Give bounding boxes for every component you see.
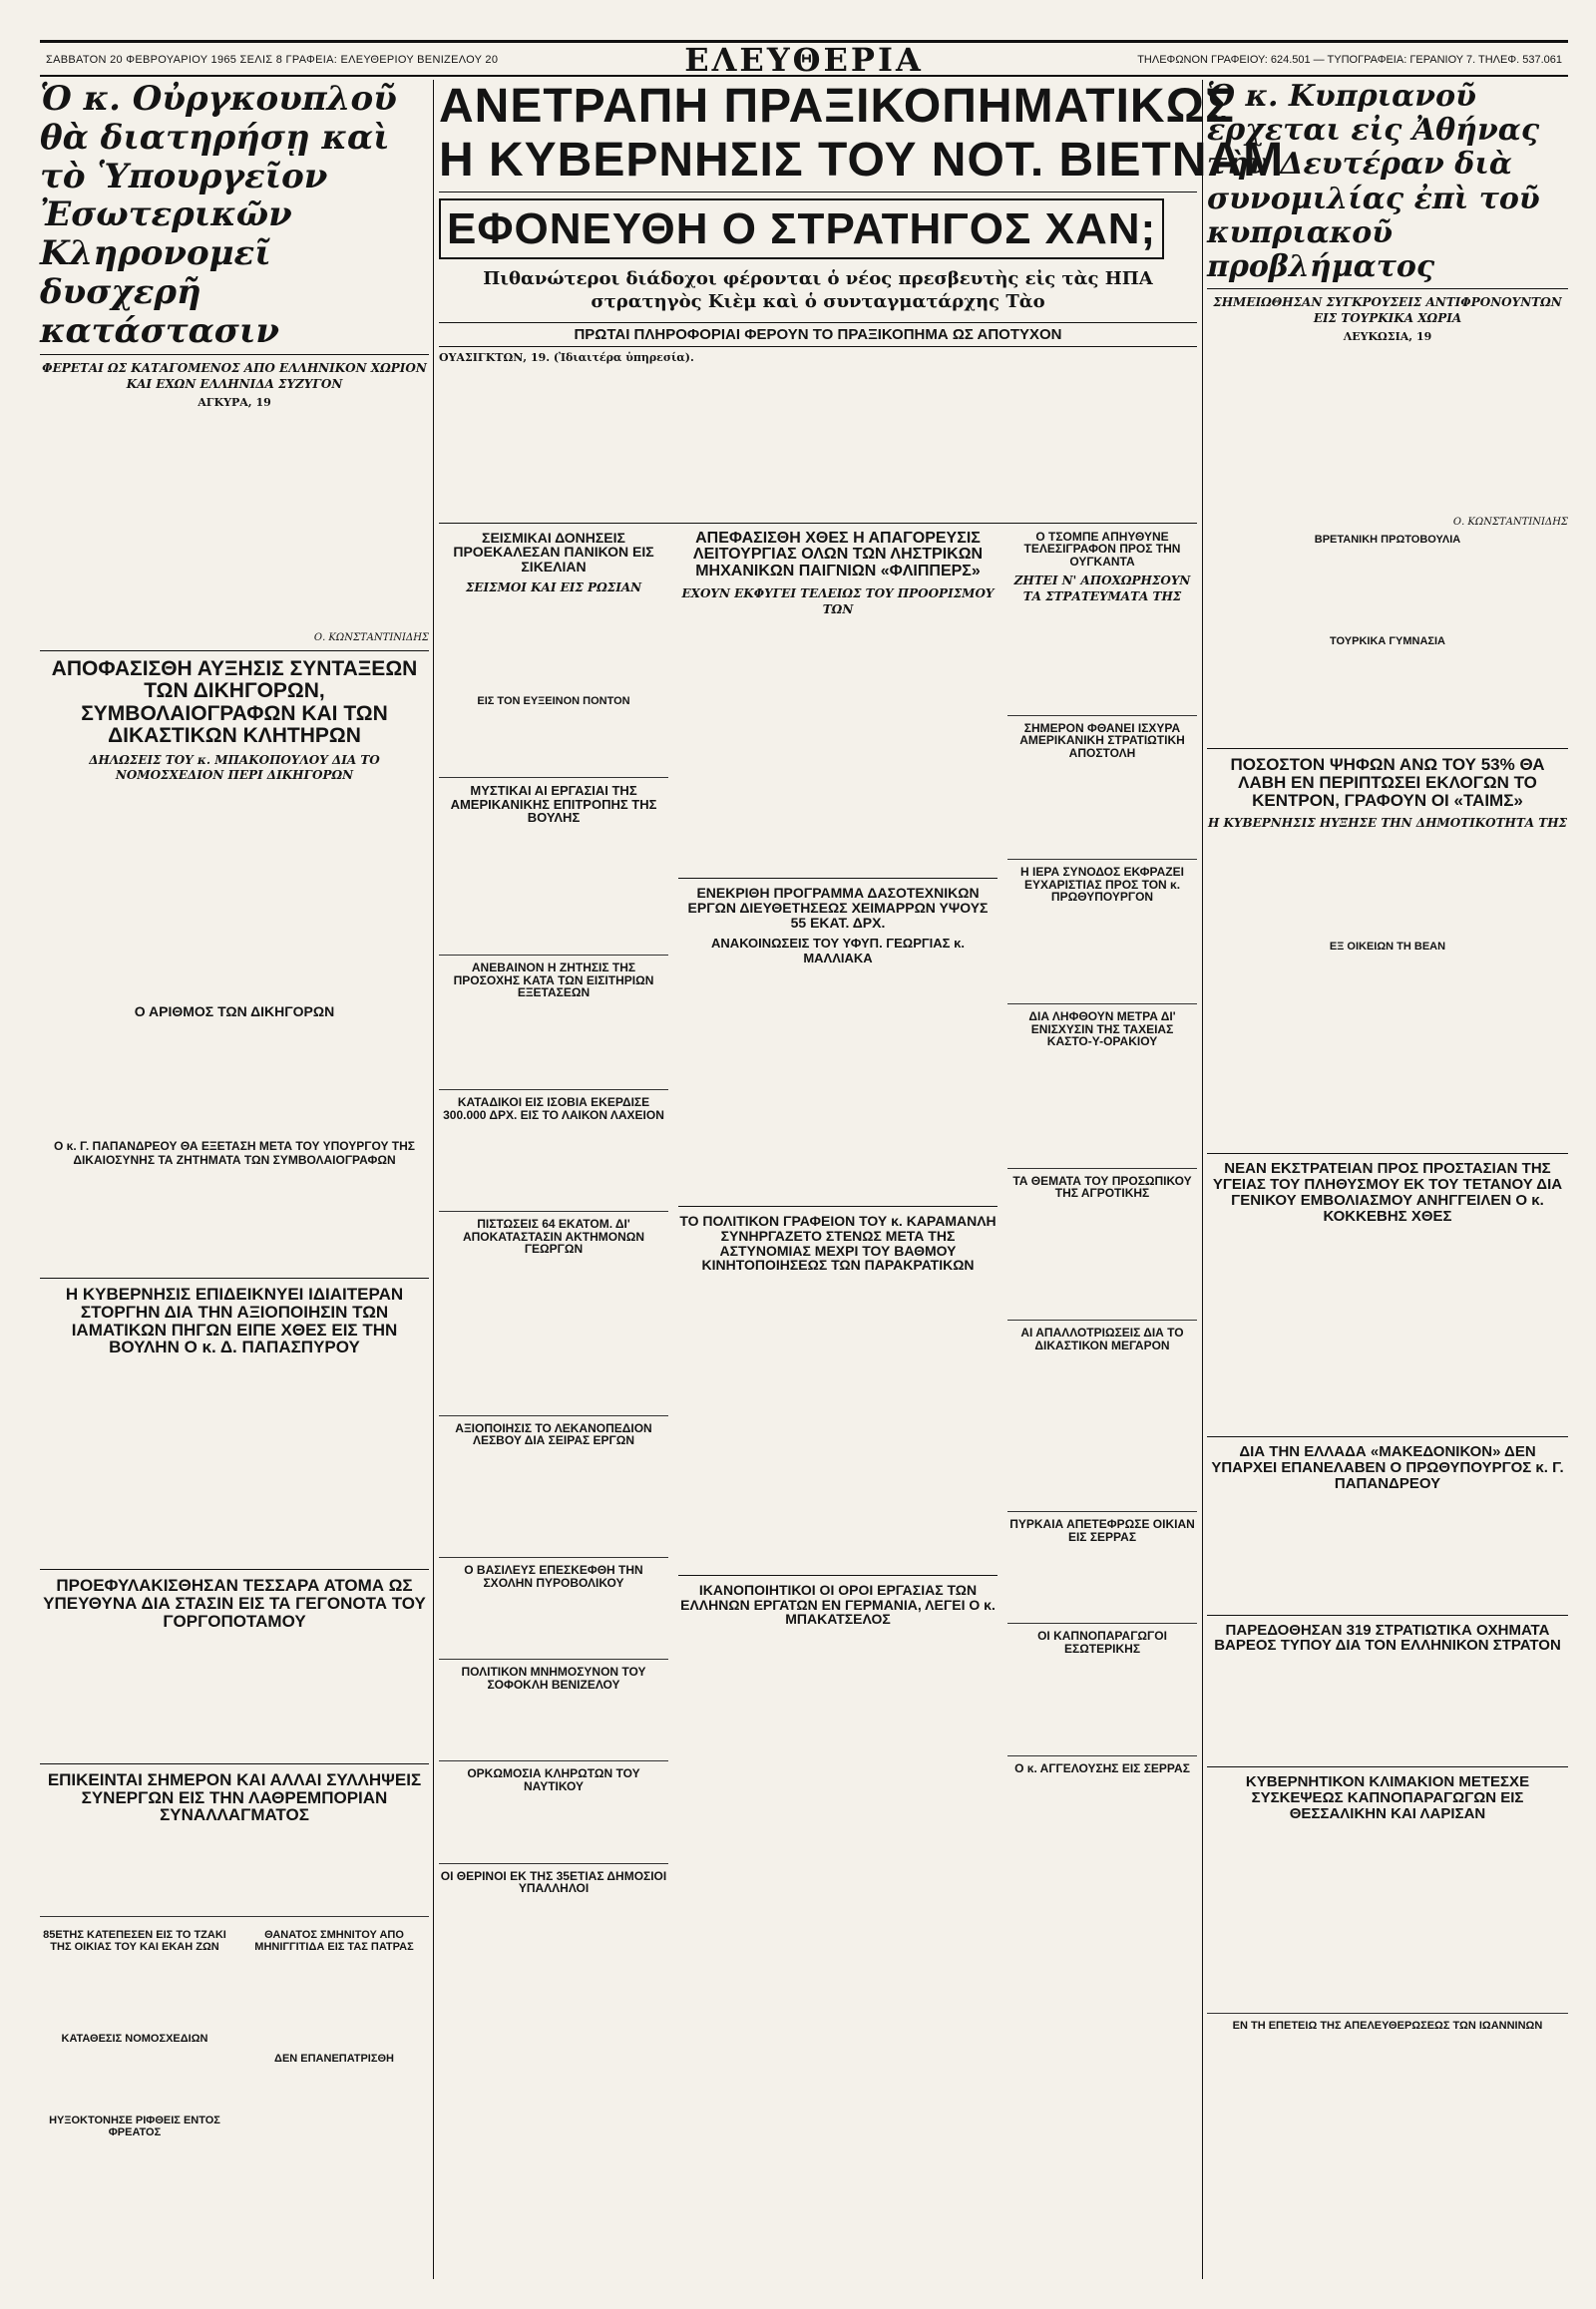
subhead: ΕΙΣ ΤΟΝ ΕΥΞΕΙΝΟΝ ΠΟΝΤΟΝ bbox=[477, 695, 630, 708]
article-body bbox=[40, 1830, 429, 1910]
center-subcolumn-a bbox=[439, 531, 668, 2019]
article-body bbox=[40, 788, 429, 997]
short-headline: ΚΑΤΑΘΕΣΙΣ ΝΟΜΟΣΧΕΔΙΩΝ bbox=[61, 2033, 208, 2046]
newspaper-title: ΕΛΕΥΘΕΡΙΑ bbox=[684, 41, 924, 79]
headline-flippers: ΑΠΕΦΑΣΙΣΘΗ ΧΘΕΣ Η ΑΠΑΓΟΡΕΥΣΙΣ ΛΕΙΤΟΥΡΓΙΑΣ ΟΛΩΝ ΤΩΝ ΛΗΣΤΡΙΚΩΝ ΜΗΧΑΝΙΚΩΝ ΠΑΙΓΝΙΩΝ «ΦΛΙΠΠΕΡΣ» bbox=[692, 529, 984, 580]
headline-fire: ΠΥΡΚΑΙΑ ΑΠΕΤΕΦΡΩΣΕ ΟΙΚΙΑΝ ΕΙΣ ΣΕΡΡΑΣ bbox=[1009, 1517, 1195, 1544]
article-body bbox=[1207, 835, 1568, 935]
subhead: ΒΡΕΤΑΝΙΚΗ ΠΡΩΤΟΒΟΥΛΙΑ bbox=[1314, 534, 1461, 547]
article-body bbox=[439, 366, 1197, 516]
banner-headline-1: ΑΝΕΤΡΑΠΗ ΠΡΑΞΙΚΟΠΗΜΑΤΙΚΩΣ bbox=[439, 80, 1235, 133]
lead-kicker-left: ΦΕΡΕΤΑΙ ΩΣ ΚΑΤΑΓΟΜΕΝΟΣ ΑΠΟ ΕΛΛΗΝΙΚΟΝ ΧΩΡΙΟΝ ΚΑΙ ΕΧΩΝ ΕΛΛΗΝΙΔΑ ΣΥΖΥΓΟΝ bbox=[42, 361, 427, 391]
lead-kicker-right: ΣΗΜΕΙΩΘΗΣΑΝ ΣΥΓΚΡΟΥΣΕΙΣ ΑΝΤΙΦΡΟΝΟΥΝΤΩΝ ΕΙΣ ΤΟΥΡΚΙΚΑ ΧΩΡΙΑ bbox=[1213, 295, 1562, 325]
article-body bbox=[1207, 651, 1568, 741]
article-body bbox=[1207, 957, 1568, 1146]
banner-headline-2: Η ΚΥΒΕΡΝΗΣΙΣ ΤΟΥ ΝΟΤ. ΒΙΕΤΝΑΜ bbox=[439, 133, 1285, 187]
byline: Ο. ΚΩΝΣΤΑΝΤΙΝΙΔΗΣ bbox=[1452, 517, 1568, 529]
article-body bbox=[1007, 908, 1197, 997]
subhead: ΕΝ ΤΗ ΕΠΕΤΕΙΩ ΤΗΣ ΑΠΕΛΕΥΘΕΡΩΣΕΩΣ ΤΩΝ ΙΩΑΝΝΙΝΩΝ bbox=[1232, 2020, 1543, 2033]
article-body bbox=[40, 2049, 229, 2109]
article-body bbox=[1207, 2036, 1568, 2125]
headline-credits: ΠΙΣΤΩΣΕΙΣ 64 ΕΚΑΤΟΜ. ΔΙ' ΑΠΟΚΑΤΑΣΤΑΣΙΝ ΑΚΤΗΜΟΝΩΝ ΓΕΩΡΓΩΝ bbox=[462, 1217, 645, 1257]
short-item bbox=[239, 1923, 429, 2182]
short-headline: ΗΥΞΟΚΤΟΝΗΣΕ ΡΙΦΘΕΙΣ ΕΝΤΟΣ ΦΡΕΑΤΟΣ bbox=[49, 2115, 220, 2139]
article-body bbox=[678, 1633, 998, 1922]
center-grid bbox=[439, 531, 1197, 2019]
subhead: Ο ΑΡΙΘΜΟΣ ΤΩΝ ΔΙΚΗΓΟΡΩΝ bbox=[134, 1002, 335, 1019]
headline-karamanlis: ΤΟ ΠΟΛΙΤΙΚΟΝ ΓΡΑΦΕΙΟΝ ΤΟΥ κ. ΚΑΡΑΜΑΝΛΗ ΣΥΝΗΡΓΑΖΕΤΟ ΣΤΕΝΩΣ ΜΕΤΑ ΤΗΣ ΑΣΤΥΝΟΜΙΑΣ ΜΕΧΡΙ ΤΟΥ ΒΑΘΜΟΥ ΚΙΝΗΤΟΠΟΙΗΣΕΩΣ ΤΩΝ ΠΑΡΑΚΡΑΤΙΚΩΝ bbox=[679, 1213, 997, 1274]
headline-synod: Η ΙΕΡΑ ΣΥΝΟΔΟΣ ΕΚΦΡΑΖΕΙ ΕΥΧΑΡΙΣΤΙΑΣ ΠΡΟΣ ΤΟΝ κ. ΠΡΩΘΥΠΟΥΡΓΟΝ bbox=[1020, 865, 1184, 905]
article-body bbox=[40, 1171, 429, 1271]
headline-gorgopotamos: ΠΡΟΕΦΥΛΑΚΙΣΘΗΣΑΝ ΤΕΣΣΑΡΑ ΑΤΟΜΑ ΩΣ ΥΠΕΥΘΥΝΑ ΔΙΑ ΣΤΑΣΙΝ ΕΙΣ ΤΑ ΓΕΓΟΝΟΤΑ ΤΟΥ ΓΟΡΓΟΠΟΤΑΜΟΥ bbox=[43, 1576, 426, 1631]
article-body bbox=[40, 1637, 429, 1756]
headline-arrests: ΕΠΙΚΕΙΝΤΑΙ ΣΗΜΕΡΟΝ ΚΑΙ ΑΛΛΑΙ ΣΥΛΛΗΨΕΙΣ ΣΥΝΕΡΓΩΝ ΕΙΣ ΤΗΝ ΛΑΘΡΕΜΠΟΡΙΑΝ ΣΥΝΑΛΛΑΓΜΑΤΟΣ bbox=[47, 1769, 422, 1825]
article-body bbox=[439, 1260, 668, 1409]
headline-mission: ΣΗΜΕΡΟΝ ΦΘΑΝΕΙ ΙΣΧΥΡΑ ΑΜΕΡΙΚΑΝΙΚΗ ΣΤΡΑΤΙΩΤΙΚΗ ΑΠΟΣΤΟΛΗ bbox=[1019, 720, 1185, 760]
article-body bbox=[1207, 1827, 1568, 2007]
headline-tobacco: ΟΙ ΚΑΠΝΟΠΑΡΑΓΩΓΟΙ ΕΣΩΤΕΡΙΚΗΣ bbox=[1037, 1629, 1167, 1657]
short-headline: 85ΕΤΗΣ ΚΑΤΕΠΕΣΕΝ ΕΙΣ ΤΟ ΤΖΑΚΙ ΤΗΣ ΟΙΚΙΑΣ ΤΟΥ ΚΑΙ ΕΚΑΗ ΖΩΝ bbox=[43, 1929, 226, 1954]
article-body bbox=[1007, 1052, 1197, 1162]
headline-times-poll: ΠΟΣΟΣΤΟΝ ΨΗΦΩΝ ΑΝΩ ΤΟΥ 53% ΘΑ ΛΑΒΗ ΕΝ ΠΕΡΙΠΤΩΣΕΙ ΕΚΛΟΓΩΝ ΤΟ ΚΕΝΤΡΟΝ, ΓΡΑΦΟΥΝ ΟΙ «ΤΑΙΜΣ» bbox=[1230, 755, 1545, 810]
banner-kicker: Πιθανώτεροι διάδοχοι φέρονται ὁ νέος πρεσβευτὴς εἰς τὰς ΗΠΑ στρατηγὸς Κιὲμ καὶ ὁ συνταγματάρχης Τὰο bbox=[483, 267, 1153, 313]
lead-headline-right: Ὁ κ. Κυπριανοῦ ἔρχεται εἰς Ἀθήνας τὴν Δευτέραν διὰ συνομιλίας ἐπὶ τοῦ κυπριακοῦ προβλήματος bbox=[1207, 79, 1540, 284]
article-body bbox=[439, 1899, 668, 2019]
headline-artillery: Ο ΒΑΣΙΛΕΥΣ ΕΠΕΣΚΕΦΘΗ ΤΗΝ ΣΧΟΛΗΝ ΠΥΡΟΒΟΛΙΚΟΥ bbox=[464, 1563, 643, 1590]
subhead: ΑΝΑΚΟΙΝΩΣΕΙΣ ΤΟΥ ΥΦΥΠ. ΓΕΩΡΓΙΑΣ κ. ΜΑΛΛΙΑΚΑ bbox=[711, 936, 965, 966]
headline-lesvos: ΑΞΙΟΠΟΙΗΣΙΣ ΤΟ ΛΕΚΑΝΟΠΕΔΙΟΝ ΛΕΣΒΟΥ ΔΙΑ ΣΕΙΡΑΣ ΕΡΓΩΝ bbox=[455, 1420, 652, 1448]
dateline: ΑΓΚΥΡΑ, 19 bbox=[198, 396, 271, 410]
headline-uganda: Ο ΤΣΟΜΠΕ ΑΠΗΥΘΥΝΕ ΤΕΛΕΣΙΓΡΑΦΟΝ ΠΡΟΣ ΤΗΝ ΟΥΓΚΑΝΤΑ bbox=[1023, 529, 1181, 569]
headline-kastoria: ΔΙΑ ΛΗΦΘΟΥΝ ΜΕΤΡΑ ΔΙ' ΕΝΙΣΧΥΣΙΝ ΤΗΣ ΤΑΧΕΙΑΣ ΚΑΣΤΟ-Υ-ΟΡΑΚΙΟΥ bbox=[1028, 1009, 1176, 1049]
article-body bbox=[1207, 1230, 1568, 1429]
headline-agricultural: ΤΑ ΘΕΜΑΤΑ ΤΟΥ ΠΡΟΣΩΠΙΚΟΥ ΤΗΣ ΑΓΡΟΤΙΚΗΣ bbox=[1012, 1173, 1192, 1201]
kicker: ΕΧΟΥΝ ΕΚΦΥΓΕΙ ΤΕΛΕΙΩΣ ΤΟΥ ΠΡΟΟΡΙΣΜΟΥ ΤΩΝ bbox=[681, 585, 995, 616]
subhead: ΤΟΥΡΚΙΚΑ ΓΥΜΝΑΣΙΑ bbox=[1330, 635, 1445, 648]
headline-torrents: ΕΝΕΚΡΙΘΗ ΠΡΟΓΡΑΜΜΑ ΔΑΣΟΤΕΧΝΙΚΩΝ ΕΡΓΩΝ ΔΙΕΥΘΕΤΗΣΕΩΣ ΧΕΙΜΑΡΡΩΝ ΥΨΟΥΣ 55 ΕΚΑΤ. ΔΡΧ. bbox=[687, 885, 989, 931]
headline-germany: ΙΚΑΝΟΠΟΙΗΤΙΚΟΙ ΟΙ ΟΡΟΙ ΕΡΓΑΣΙΑΣ ΤΩΝ ΕΛΛΗΝΩΝ ΕΡΓΑΤΩΝ ΕΝ ΓΕΡΜΑΝΙΑ, ΛΕΓΕΙ Ο κ. ΜΠΑΚΑΤΣΕΛΟΣ bbox=[680, 1581, 996, 1628]
article-body bbox=[1207, 1660, 1568, 1759]
headline-exams: ΑΝΕΒΑΙΝΟΝ Η ΖΗΤΗΣΙΣ ΤΗΣ ΠΡΟΣΟΧΗΣ ΚΑΤΑ ΤΩΝ ΕΙΣΙΤΗΡΙΩΝ ΕΞΕΤΑΣΕΩΝ bbox=[453, 961, 654, 1000]
article-body bbox=[439, 1593, 668, 1653]
article-body bbox=[439, 1451, 668, 1551]
banner-headline-3: ΕΦΟΝΕΥΘΗ Ο ΣΤΡΑΤΗΓΟΣ ΧΑΝ; bbox=[439, 198, 1164, 259]
headline-navy: ΟΡΚΩΜΟΣΙΑ ΚΛΗΡΩΤΩΝ ΤΟΥ ΝΑΥΤΙΚΟΥ bbox=[467, 1766, 640, 1794]
center-column bbox=[439, 80, 1285, 2279]
short-headline: ΔΕΝ ΕΠΑΝΕΠΑΤΡΙΣΘΗ bbox=[274, 2053, 394, 2066]
headline-lottery: ΚΑΤΑΔΙΚΟΙ ΕΙΣ ΙΣΟΒΙΑ ΕΚΕΡΔΙΣΕ 300.000 ΔΡΧ. ΕΙΣ ΤΟ ΛΑΙΚΟΝ ΛΑΧΕΙΟΝ bbox=[443, 1094, 664, 1122]
dateline: ΟΥΑΣΙΓΚΤΩΝ, 19. (Ἰδιαιτέρα ὑπηρεσία). bbox=[439, 350, 694, 364]
article-body bbox=[439, 1797, 668, 1857]
article-body bbox=[40, 1023, 429, 1133]
article-body bbox=[40, 411, 429, 630]
article-body bbox=[439, 829, 668, 949]
left-column bbox=[40, 80, 429, 2279]
masthead-dateline: ΣΑΒΒΑΤΟΝ 20 ΦΕΒΡΟΥΑΡΙΟΥ 1965 ΣΕΛΙΣ 8 ΓΡΑΦΕΙΑ: ΕΛΕΥΘΕΡΙΟΥ ΒΕΝΙΖΕΛΟΥ 20 bbox=[46, 54, 499, 66]
article-body bbox=[1207, 550, 1568, 629]
article-body bbox=[40, 2142, 229, 2182]
kicker: ΖΗΤΕΙ Ν' ΑΠΟΧΩΡΗΣΟΥΝ ΤΑ ΣΤΡΑΤΕΥΜΑΤΑ ΤΗΣ bbox=[1013, 574, 1191, 603]
kicker: ΣΕΙΣΜΟΙ ΚΑΙ ΕΙΣ ΡΩΣΙΑΝ bbox=[465, 579, 642, 594]
headline-vehicles: ΠΑΡΕΔΟΘΗΣΑΝ 319 ΣΤΡΑΤΙΩΤΙΚΑ ΟΧΗΜΑΤΑ ΒΑΡΕΟΣ ΤΥΠΟΥ ΔΙΑ ΤΟΝ ΕΛΛΗΝΙΚΟΝ ΣΤΡΑΤΟΝ bbox=[1214, 1621, 1561, 1655]
article-body bbox=[239, 2069, 429, 2128]
article-body bbox=[678, 621, 998, 871]
short-headline: ΘΑΝΑΤΟΣ ΣΜΗΝΙΤΟΥ ΑΠΟ ΜΗΝΙΓΓΙΤΙΔΑ ΕΙΣ ΤΑΣ ΠΑΤΡΑΣ bbox=[254, 1929, 414, 1954]
article-body bbox=[1007, 1547, 1197, 1617]
center-subcolumn-b bbox=[678, 531, 998, 2019]
headline-springs: Η ΚΥΒΕΡΝΗΣΙΣ ΕΠΙΔΕΙΚΝΥΕΙ ΙΔΙΑΙΤΕΡΑΝ ΣΤΟΡΓΗΝ ΔΙΑ ΤΗΝ ΑΞΙΟΠΟΙΗΣΙΝ ΤΩΝ ΙΑΜΑΤΙΚΩΝ ΠΗΓΩΝ ΕΙΠΕ ΧΘΕΣ ΕΙΣ ΤΗΝ ΒΟΥΛΗΝ Ο κ. Δ. ΠΑΠΑΣΠΥΡΟΥ bbox=[65, 1284, 404, 1357]
article-body bbox=[40, 1957, 229, 2027]
banner-row bbox=[439, 198, 1197, 259]
subhead: Ο κ. Γ. ΠΑΠΑΝΔΡΕΟΥ ΘΑ ΕΞΕΤΑΣΗ ΜΕΤΑ ΤΟΥ ΥΠΟΥΡΓΟΥ ΤΗΣ ΔΙΚΑΙΟΣΥΝΗΣ ΤΑ ΖΗΤΗΜΑΤΑ ΤΩΝ ΣΥΜΒΟΛΑΙΟΓΡΑΦΩΝ bbox=[53, 1138, 416, 1167]
article-body bbox=[1007, 1778, 1197, 1868]
kicker: Η ΚΥΒΕΡΝΗΣΙΣ ΗΥΞΗΣΕ ΤΗΝ ΔΗΜΟΤΙΚΟΤΗΤΑ ΤΗΣ bbox=[1207, 815, 1568, 830]
article-body bbox=[439, 1125, 668, 1205]
dateline: ΛΕΥΚΩΣΙΑ, 19 bbox=[1343, 330, 1432, 344]
subhead: ΕΞ ΟΙΚΕΙΩΝ ΤΗ ΒΕΑΝ bbox=[1329, 941, 1446, 954]
headline-sicily: ΣΕΙΣΜΙΚΑΙ ΔΟΝΗΣΕΙΣ ΠΡΟΕΚΑΛΕΣΑΝ ΠΑΝΙΚΟΝ ΕΙΣ ΣΙΚΕΛΙΑΝ bbox=[453, 529, 654, 575]
headline-courthouse: ΑΙ ΑΠΑΛΛΟΤΡΙΩΣΕΙΣ ΔΙΑ ΤΟ ΔΙΚΑΣΤΙΚΟΝ ΜΕΓΑΡΟΝ bbox=[1020, 1326, 1184, 1352]
headline-macedonian: ΔΙΑ ΤΗΝ ΕΛΛΑΔΑ «ΜΑΚΕΔΟΝΙΚΟΝ» ΔΕΝ ΥΠΑΡΧΕΙ ΕΠΑΝΕΛΑΒΕΝ Ο ΠΡΩΘΥΠΟΥΡΓΟΣ κ. Γ. ΠΑΠΑΝΔΡΕΟΥ bbox=[1211, 1443, 1564, 1492]
short-item bbox=[40, 1923, 229, 2182]
article-body bbox=[1207, 345, 1568, 515]
headline-pensions: ΑΠΟΦΑΣΙΣΘΗ ΑΥΞΗΣΙΣ ΣΥΝΤΑΞΕΩΝ ΤΩΝ ΔΙΚΗΓΟΡΩΝ, ΣΥΜΒΟΛΑΙΟΓΡΑΦΩΝ ΚΑΙ ΤΩΝ ΔΙΚΑΣΤΙΚΩΝ ΚΛΗΤΗΡΩΝ bbox=[51, 657, 418, 747]
headline-aggelousis: Ο κ. ΑΓΓΕΛΟΥΣΗΣ ΕΙΣ ΣΕΡΡΑΣ bbox=[1014, 1760, 1190, 1775]
headline-committee: ΜΥΣΤΙΚΑΙ ΑΙ ΕΡΓΑΣΙΑΙ ΤΗΣ ΑΜΕΡΙΚΑΝΙΚΗΣ ΕΠΙΤΡΟΠΗΣ ΤΗΣ ΒΟΥΛΗΣ bbox=[450, 783, 657, 826]
article-body bbox=[40, 1362, 429, 1562]
masthead-contact: ΤΗΛΕΦΩΝΟΝ ΓΡΑΦΕΙΟΥ: 624.501 — ΤΥΠΟΓΡΑΦΕΙΑ: ΓΕΡΑΝΙΟΥ 7. ΤΗΛΕΦ. 537.061 bbox=[1137, 54, 1562, 66]
article-body bbox=[1007, 1660, 1197, 1749]
article-body bbox=[1007, 1355, 1197, 1505]
headline-civil-servants: ΟΙ ΘΕΡΙΝΟΙ ΕΚ ΤΗΣ 35ΕΤΙΑΣ ΔΗΜΟΣΙΟΙ ΥΠΑΛΛΗΛΟΙ bbox=[440, 1868, 667, 1896]
lead-headline-left: Ὁ κ. Οὐργκουπλοῦ θὰ διατηρήσῃ καὶ τὸ Ὑπουργεῖον Ἐσωτερικῶν Κληρονομεῖ δυσχερῆ κατάστασιν bbox=[40, 79, 397, 351]
banner-subhead: ΠΡΩΤΑΙ ΠΛΗΡΟΦΟΡΙΑΙ ΦΕΡΟΥΝ ΤΟ ΠΡΑΞΙΚΟΠΗΜΑ ΩΣ ΑΠΟΤΥΧΟΝ bbox=[439, 322, 1197, 347]
article-body bbox=[239, 1957, 429, 2047]
right-column bbox=[1207, 80, 1568, 2279]
article-body bbox=[439, 1695, 668, 1754]
article-body bbox=[678, 969, 998, 1199]
article-body bbox=[678, 1279, 998, 1568]
article-body bbox=[1007, 763, 1197, 853]
headline-tetanus: ΝΕΑΝ ΕΚΣΤΡΑΤΕΙΑΝ ΠΡΟΣ ΠΡΟΣΤΑΣΙΑΝ ΤΗΣ ΥΓΕΙΑΣ ΤΟΥ ΠΛΗΘΥΣΜΟΥ ΕΚ ΤΟΥ ΤΕΤΑΝΟΥ ΔΙΑ ΓΕΝΙΚΟΥ ΕΜΒΟΛΙΑΣΜΟΥ ΑΝΗΓΓΕΙΛΕΝ Ο κ. ΚΟΚΚΕΒΗΣ ΧΘΕΣ bbox=[1212, 1160, 1563, 1225]
article-body bbox=[1007, 1204, 1197, 1314]
article-body bbox=[1207, 1498, 1568, 1608]
masthead bbox=[40, 40, 1568, 77]
article-body bbox=[439, 599, 668, 689]
article-body bbox=[439, 1003, 668, 1083]
short-items-row bbox=[40, 1923, 429, 2182]
headline-memorial: ΠΟΛΙΤΙΚΟΝ ΜΝΗΜΟΣΥΝΟΝ ΤΟΥ ΣΟΦΟΚΛΗ ΒΕΝΙΖΕΛΟΥ bbox=[461, 1665, 646, 1692]
article-body bbox=[1007, 609, 1197, 709]
byline: Ο. ΚΩΝΣΤΑΝΤΙΝΙΔΗΣ bbox=[313, 632, 429, 644]
kicker-pensions: ΔΗΛΩΣΕΙΣ ΤΟΥ κ. ΜΠΑΚΟΠΟΥΛΟΥ ΔΙΑ ΤΟ ΝΟΜΟΣΧΕΔΙΟΝ ΠΕΡΙ ΔΙΚΗΓΟΡΩΝ bbox=[89, 752, 380, 783]
article-body bbox=[439, 711, 668, 771]
headline-tobacco-meeting: ΚΥΒΕΡΝΗΤΙΚΟΝ ΚΛΙΜΑΚΙΟΝ ΜΕΤΕΣΧΕ ΣΥΣΚΕΨΕΩΣ ΚΑΠΝΟΠΑΡΑΓΩΓΩΝ ΕΙΣ ΘΕΣΣΑΛΙΚΗΝ ΚΑΙ ΛΑΡΙΣΑΝ bbox=[1245, 1773, 1530, 1822]
center-subcolumn-c bbox=[1007, 531, 1197, 2019]
